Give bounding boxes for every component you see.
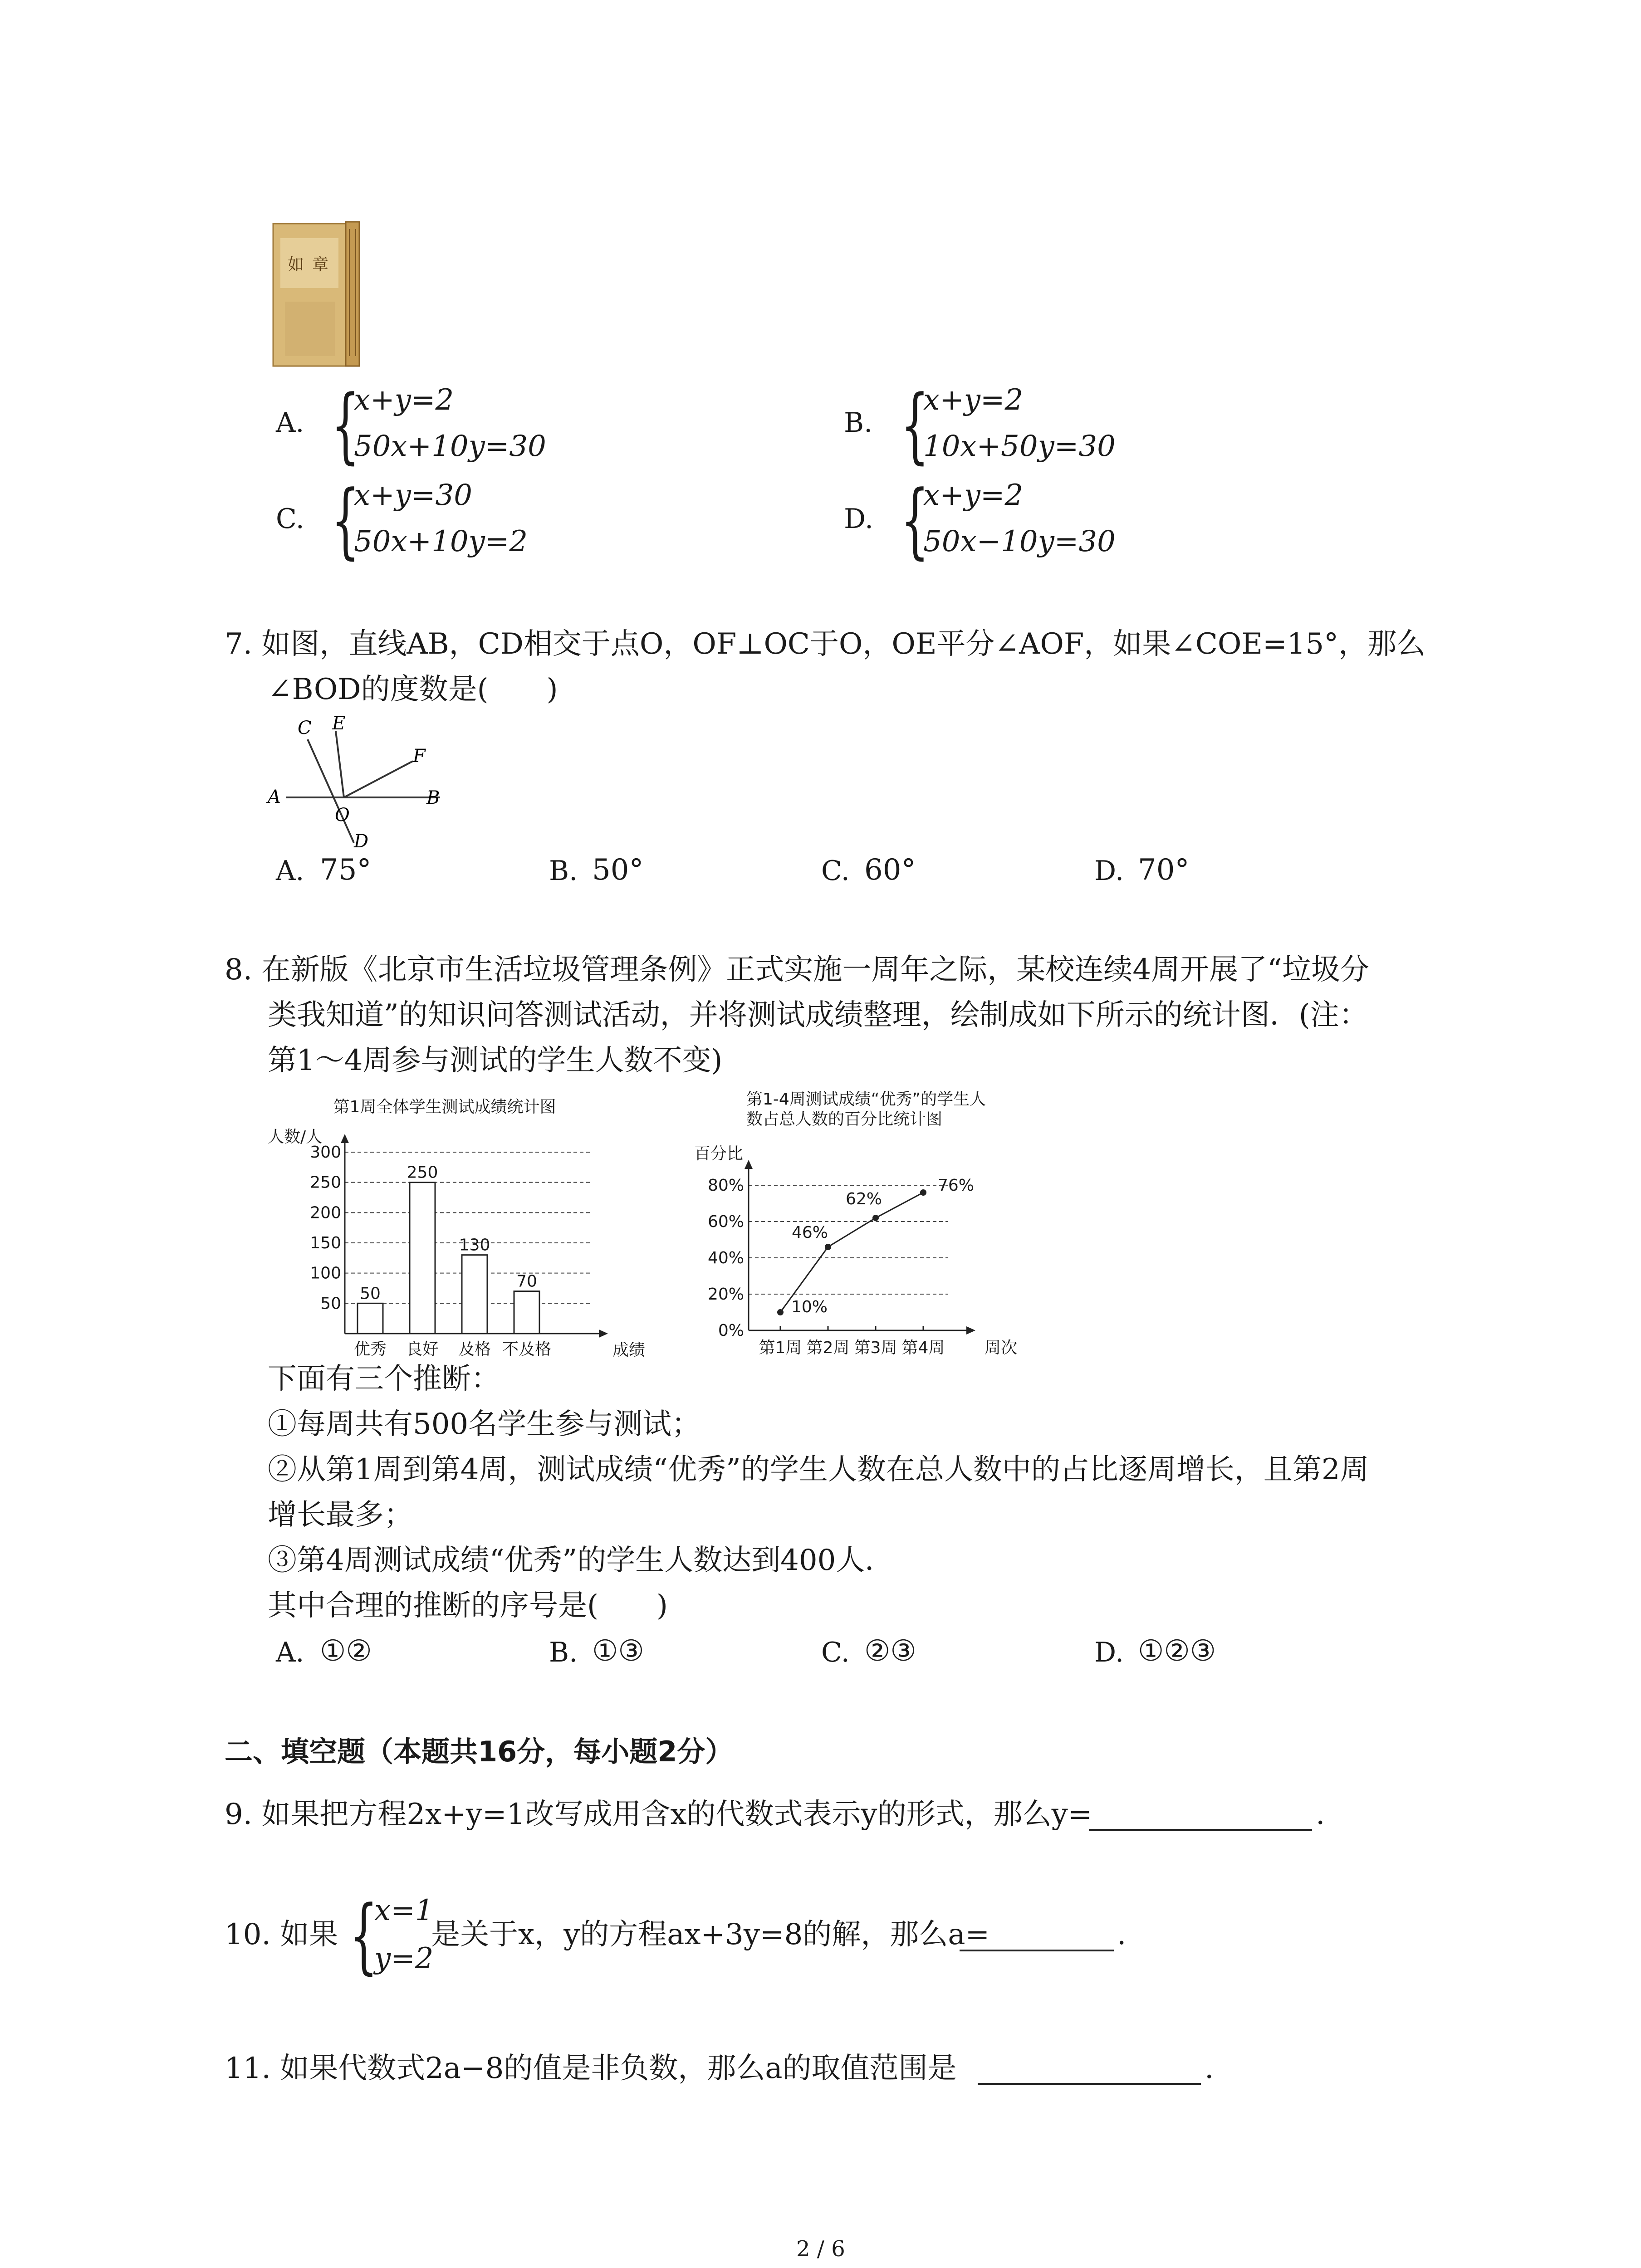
- q8-stem-line3: 第1～4周参与测试的学生人数不变): [268, 1044, 723, 1077]
- y-tick-label: 80%: [707, 1176, 744, 1195]
- y-tick-label: 200: [310, 1203, 341, 1222]
- chart-title: 第1周全体学生测试成绩统计图: [333, 1098, 556, 1116]
- x-tick-label: 第2周: [806, 1339, 850, 1357]
- q9-end: .: [1316, 1798, 1325, 1831]
- bar-chart: [263, 1089, 646, 1359]
- equation: x=1: [374, 1894, 434, 1927]
- x-axis-label: 周次: [985, 1339, 1018, 1357]
- q10-end: .: [1117, 1918, 1127, 1951]
- q10-suffix: 是关于x，y的方程ax+3y=8的解，那么a=: [431, 1918, 990, 1951]
- option-label: A.: [276, 855, 304, 887]
- q8-stem-line2: 类我知道”的知识问答测试活动，并将测试成绩整理，绘制成如下所示的统计图．(注：: [268, 998, 1368, 1032]
- y-axis-label: 百分比: [694, 1144, 744, 1163]
- x-tick-label: 良好: [406, 1340, 439, 1359]
- data-label: 62%: [845, 1190, 882, 1208]
- option-label: B.: [549, 855, 578, 887]
- y-tick-label: 250: [310, 1173, 341, 1192]
- q8-inference-3: ③第4周测试成绩“优秀”的学生人数达到400人．: [268, 1544, 894, 1577]
- bar-value-label: 50: [360, 1284, 381, 1303]
- option-label: A.: [276, 407, 304, 439]
- bar: [358, 1303, 383, 1334]
- option-value: ①②③: [1138, 1634, 1216, 1668]
- y-axis-label: 人数/人: [268, 1128, 323, 1146]
- option-label: C.: [276, 503, 304, 535]
- y-tick-label: 40%: [707, 1249, 744, 1267]
- equation: 50x−10y=30: [923, 525, 1116, 558]
- section-heading: 二、填空题（本题共16分，每小题2分）: [225, 1735, 734, 1768]
- bar: [462, 1255, 487, 1334]
- brace-icon: {: [901, 473, 929, 568]
- equation: x+y=2: [923, 383, 1024, 417]
- equation: x+y=2: [354, 383, 454, 417]
- q7-stem-line2: ∠BOD的度数是( ): [268, 673, 558, 706]
- brace-icon: {: [331, 473, 360, 568]
- q9-text: 9. 如果把方程2x+y=1改写成用含x的代数式表示y的形式，那么y=: [225, 1798, 1092, 1831]
- option-label: C.: [821, 1637, 850, 1668]
- q8-question: 其中合理的推断的序号是( ): [268, 1589, 668, 1623]
- label-a: A: [268, 787, 281, 807]
- option-value: 70°: [1138, 853, 1190, 887]
- bar-value-label: 70: [516, 1272, 537, 1291]
- answer-blank[interactable]: [978, 2083, 1201, 2085]
- q8-inference-2-cont: 增长最多；: [268, 1498, 413, 1532]
- label-d: D: [354, 831, 369, 852]
- q7-figure: [268, 712, 458, 853]
- data-label: 46%: [791, 1223, 828, 1242]
- answer-blank[interactable]: [960, 1950, 1114, 1951]
- equation: x+y=30: [354, 479, 472, 512]
- q11-text: 11. 如果代数式2a−8的值是非负数，那么a的取值范围是: [225, 2052, 957, 2085]
- x-axis-arrow: [966, 1326, 975, 1334]
- brace-icon: {: [901, 378, 929, 473]
- y-tick-label: 100: [310, 1264, 341, 1283]
- x-tick-label: 第1周: [759, 1339, 802, 1357]
- label-f: F: [413, 746, 426, 767]
- option-label: C.: [821, 855, 850, 887]
- equation: x+y=2: [923, 479, 1024, 512]
- data-point: [872, 1215, 879, 1221]
- data-point: [825, 1244, 831, 1250]
- equation: 50x+10y=2: [354, 525, 528, 558]
- answer-blank[interactable]: [1089, 1829, 1312, 1831]
- x-tick-label: 第3周: [854, 1339, 897, 1357]
- option-label: D.: [844, 503, 874, 535]
- q7-stem-line1: 7. 如图，直线AB，CD相交于点O，OF⊥OC于O，OE平分∠AOF，如果∠COE=15°，那么: [225, 627, 1426, 661]
- q8-inference-2: ②从第1周到第4周，测试成绩“优秀”的学生人数在总人数中的占比逐周增长，且第2周: [268, 1453, 1369, 1486]
- option-value: 75°: [320, 853, 372, 887]
- option-label: D.: [1094, 1637, 1124, 1668]
- option-label: A.: [276, 1637, 304, 1668]
- chart-title-line1: 第1-4周测试成绩“优秀”的学生人: [746, 1090, 986, 1109]
- page-number: 2 / 6: [796, 2236, 845, 2262]
- y-tick-label: 0%: [718, 1321, 744, 1340]
- label-c: C: [298, 718, 312, 738]
- svg-text:章: 章: [312, 255, 329, 274]
- q10-prefix: 10. 如果: [225, 1918, 338, 1951]
- option-label: B.: [844, 407, 873, 439]
- y-axis-arrow: [341, 1134, 349, 1143]
- data-point: [920, 1189, 926, 1196]
- y-tick-label: 300: [310, 1143, 341, 1162]
- option-value: ①③: [592, 1634, 644, 1668]
- bar-value-label: 130: [459, 1236, 490, 1255]
- brace-icon: {: [331, 378, 360, 473]
- option-value: 60°: [864, 853, 916, 887]
- bar: [514, 1291, 539, 1334]
- y-axis-arrow: [745, 1160, 753, 1169]
- q8-inference-1: ①每周共有500名学生参与测试；: [268, 1408, 701, 1441]
- data-label: 76%: [938, 1176, 975, 1195]
- bar-value-label: 250: [407, 1163, 438, 1182]
- option-label: B.: [549, 1637, 578, 1668]
- line-chart: [681, 1086, 1043, 1356]
- x-tick-label: 不及格: [502, 1340, 552, 1359]
- label-e: E: [332, 713, 346, 734]
- chart-title-line2: 数占总人数的百分比统计图: [746, 1110, 943, 1129]
- data-label: 10%: [791, 1298, 828, 1316]
- label-o: O: [335, 805, 350, 826]
- svg-text:如: 如: [288, 255, 304, 274]
- x-axis-label: 成绩: [612, 1341, 646, 1359]
- label-b: B: [426, 787, 440, 808]
- y-tick-label: 50: [320, 1294, 341, 1313]
- data-point: [777, 1309, 784, 1315]
- book-image: [271, 220, 362, 370]
- q8-inference-intro: 下面有三个推断：: [268, 1362, 500, 1396]
- y-tick-label: 150: [310, 1234, 341, 1252]
- x-tick-label: 优秀: [353, 1340, 387, 1359]
- option-value: ②③: [864, 1634, 916, 1668]
- x-axis-arrow: [599, 1330, 608, 1338]
- brace-icon: {: [349, 1888, 378, 1983]
- option-value: ①②: [320, 1634, 372, 1668]
- option-label: D.: [1094, 855, 1124, 887]
- equation: 50x+10y=30: [354, 430, 546, 463]
- bar: [410, 1183, 435, 1334]
- equation: 10x+50y=30: [923, 430, 1116, 463]
- x-tick-label: 第4周: [901, 1339, 945, 1357]
- option-value: 50°: [592, 853, 644, 887]
- y-tick-label: 60%: [707, 1212, 744, 1231]
- q11-end: .: [1205, 2052, 1214, 2085]
- q8-stem-line1: 8. 在新版《北京市生活垃圾管理条例》正式实施一周年之际，某校连续4周开展了“垃圾分: [225, 953, 1369, 987]
- y-tick-label: 20%: [707, 1285, 744, 1304]
- x-tick-label: 及格: [458, 1340, 491, 1359]
- equation: y=2: [374, 1942, 434, 1975]
